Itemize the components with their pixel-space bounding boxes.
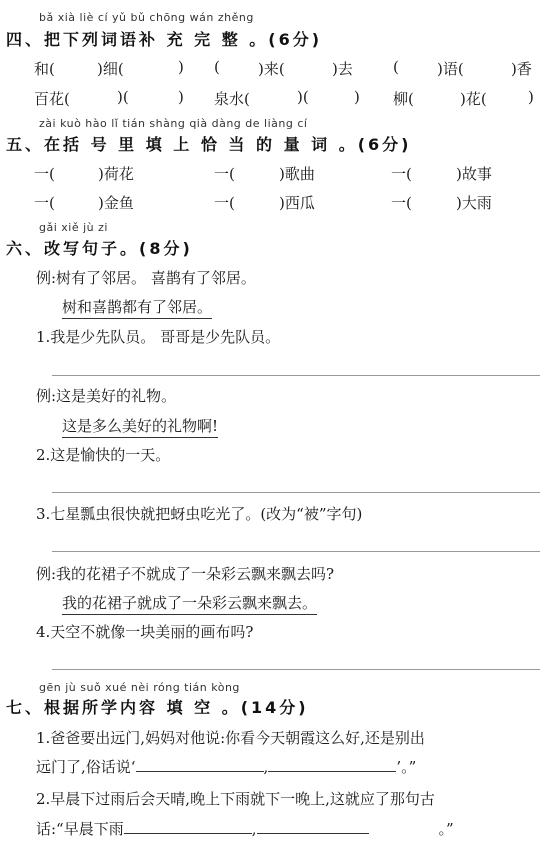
s6-example1-answer: 树和喜鹊都有了邻居。 — [62, 296, 212, 319]
s7-q2-blank-1[interactable] — [124, 819, 252, 834]
s6-answer-line-4[interactable] — [52, 669, 540, 670]
s7-q1-text-a: 远门了,俗话说‘ — [36, 758, 136, 776]
s4-r2-c4: 泉水( — [214, 90, 250, 108]
s5-r1-c1: 一( — [34, 165, 55, 183]
s6-example3-answer: 我的花裙子就成了一朵彩云飘来飘去。 — [62, 592, 317, 615]
s7-q1-text-b: , — [263, 758, 269, 776]
s5-r1-c5: 一( — [391, 165, 412, 183]
s5-r2-c6: )大雨 — [456, 194, 492, 212]
s7-q2-line1: 2.早晨下过雨后会天晴,晚上下雨就下一晚上,这就应了那句古 — [36, 790, 435, 808]
s5-r1-c4: )歌曲 — [279, 165, 315, 183]
s4-title: 四、把下列词语补 充 完 整 。(6分) — [6, 30, 323, 49]
s7-q2-text-a: 话:“早晨下雨 — [36, 820, 124, 838]
s6-question4: 4.天空不就像一块美丽的画布吗? — [36, 623, 254, 641]
s4-r2-c8: )花( — [460, 90, 487, 108]
s4-r2-c1: 百花( — [34, 90, 70, 108]
s4-r1-c9: )香 — [511, 60, 532, 78]
s5-r1-c6: )故事 — [456, 165, 492, 183]
s4-r1-c6: )去 — [332, 60, 353, 78]
s6-answer-line-1[interactable] — [52, 375, 540, 376]
s6-question3: 3.七星瓢虫很快就把蚜虫吃光了。(改为“被”字句) — [36, 505, 363, 523]
s5-title: 五、在括 号 里 填 上 恰 当 的 量 词 。(6分) — [6, 135, 412, 154]
s7-q2-text-c: 。” — [438, 820, 454, 838]
s4-r2-c9: ) — [528, 88, 534, 106]
s7-q1-text-c: ’。” — [396, 758, 417, 776]
s7-q2-blank-2[interactable] — [257, 819, 369, 834]
s6-example2-answer: 这是多么美好的礼物啊! — [62, 415, 218, 438]
s5-r2-c2: )金鱼 — [98, 194, 134, 212]
s4-r2-c6: ) — [354, 88, 360, 106]
s4-r1-c1: 和( — [34, 60, 55, 78]
s7-q1-line2 — [36, 756, 416, 777]
s4-r2-c5: )( — [297, 88, 309, 106]
s6-question2: 2.这是愉快的一天。 — [36, 446, 171, 464]
s5-r2-c1: 一( — [34, 194, 55, 212]
s7-pinyin: gēn jù suǒ xué nèi róng tián kòng — [39, 681, 240, 694]
s6-pinyin: gǎi xiě jù zi — [39, 221, 108, 234]
s4-r1-c3: ) — [178, 58, 184, 76]
s6-answer-line-2[interactable] — [52, 492, 540, 493]
s6-example2-given: 例:这是美好的礼物。 — [36, 387, 177, 405]
s4-r1-c4: ( — [214, 58, 220, 76]
s6-question1: 1.我是少先队员。 哥哥是少先队员。 — [36, 328, 281, 346]
s6-example3-given: 例:我的花裙子不就成了一朵彩云飘来飘去吗? — [36, 565, 335, 583]
s5-pinyin: zài kuò hào lǐ tián shàng qià dàng de liàng cí — [39, 117, 308, 130]
s5-r2-c5: 一( — [391, 194, 412, 212]
s4-r1-c8: )语( — [437, 60, 464, 78]
s7-q2-line2 — [36, 818, 454, 839]
s6-example1-given: 例:树有了邻居。 喜鹊有了邻居。 — [36, 269, 256, 287]
s5-r2-c3: 一( — [214, 194, 235, 212]
s4-r2-c7: 柳( — [393, 90, 414, 108]
s7-title: 七、根据所学内容 填 空 。(14分) — [6, 698, 309, 717]
s6-title: 六、改写句子。(8分) — [6, 239, 193, 258]
s7-q1-line1: 1.爸爸要出远门,妈妈对他说:你看今天朝霞这么好,还是别出 — [36, 729, 425, 747]
s5-r2-c4: )西瓜 — [279, 194, 315, 212]
s5-r1-c3: 一( — [214, 165, 235, 183]
s4-r1-c2: )细( — [97, 60, 124, 78]
s4-r1-c7: ( — [393, 58, 399, 76]
s7-q1-blank-2[interactable] — [268, 757, 396, 772]
s6-answer-line-3[interactable] — [52, 551, 540, 552]
s4-r2-c3: ) — [178, 88, 184, 106]
s4-r2-c2: )( — [117, 88, 129, 106]
s5-r1-c2: )荷花 — [98, 165, 134, 183]
s7-q1-blank-1[interactable] — [136, 757, 264, 772]
s4-r1-c5: )来( — [258, 60, 285, 78]
s4-pinyin: bǎ xià liè cí yǔ bǔ chōng wán zhěng — [39, 11, 254, 24]
s7-q2-text-b: , — [251, 820, 257, 838]
